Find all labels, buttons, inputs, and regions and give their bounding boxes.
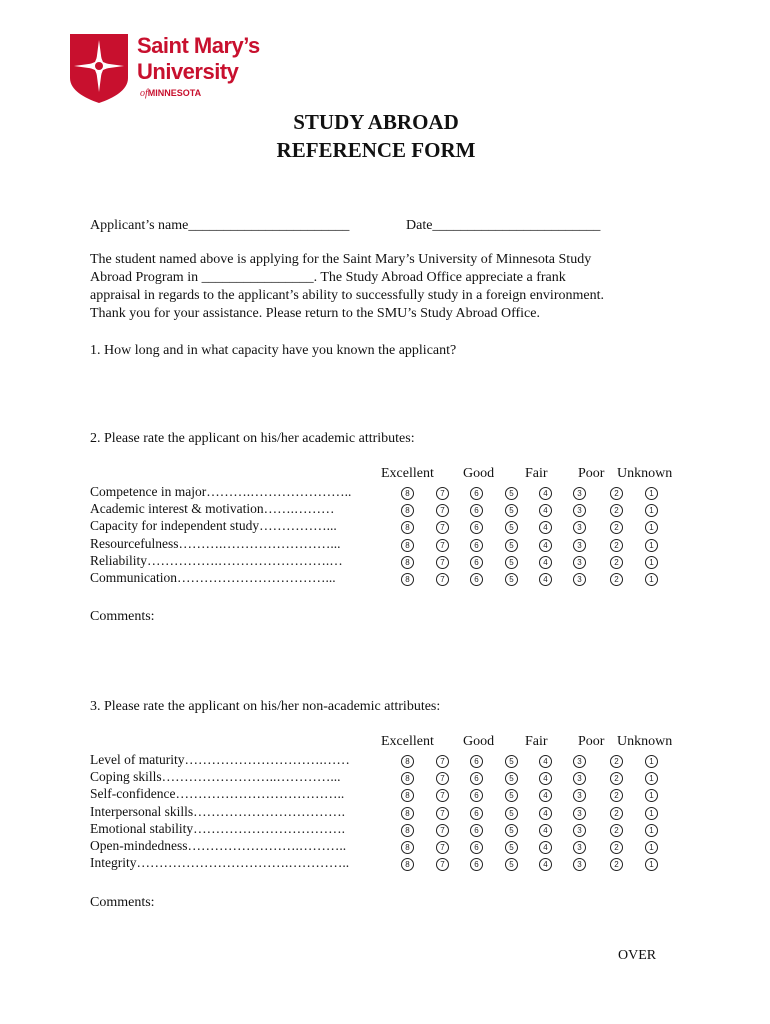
- rating-option-7[interactable]: 7: [436, 807, 449, 820]
- rating-option-2[interactable]: 2: [610, 521, 623, 534]
- rating-option-7[interactable]: 7: [436, 858, 449, 871]
- date-field[interactable]: Date________________________: [406, 218, 601, 233]
- rating-option-4[interactable]: 4: [539, 573, 552, 586]
- rating-option-7[interactable]: 7: [436, 824, 449, 837]
- scale-header-good: Good: [463, 734, 495, 749]
- rating-option-7[interactable]: 7: [436, 521, 449, 534]
- rating-option-3[interactable]: 3: [573, 755, 586, 768]
- applicant-name-field[interactable]: Applicant’s name_______________________: [90, 218, 350, 233]
- rating-option-1[interactable]: 1: [645, 504, 658, 517]
- rating-option-3[interactable]: 3: [573, 539, 586, 552]
- rating-option-5[interactable]: 5: [505, 573, 518, 586]
- rating-option-8[interactable]: 8: [401, 807, 414, 820]
- comments-label: Comments:: [90, 609, 155, 624]
- comments-label: Comments:: [90, 895, 155, 910]
- scale-header-good: Good: [463, 466, 495, 481]
- rating-option-6[interactable]: 6: [470, 556, 483, 569]
- question-3: 3. Please rate the applicant on his/her non-academic attributes:: [90, 699, 441, 714]
- rating-option-5[interactable]: 5: [505, 824, 518, 837]
- rating-option-3[interactable]: 3: [573, 487, 586, 500]
- rating-option-1[interactable]: 1: [645, 487, 658, 500]
- rating-option-5[interactable]: 5: [505, 858, 518, 871]
- intro-line: Abroad Program in ________________. The Study Abroad Office appreciate a frank: [90, 270, 566, 285]
- rating-option-3[interactable]: 3: [573, 504, 586, 517]
- rating-option-5[interactable]: 5: [505, 789, 518, 802]
- rating-option-6[interactable]: 6: [470, 858, 483, 871]
- rating-option-2[interactable]: 2: [610, 539, 623, 552]
- rating-option-8[interactable]: 8: [401, 504, 414, 517]
- rating-option-1[interactable]: 1: [645, 807, 658, 820]
- rating-option-6[interactable]: 6: [470, 539, 483, 552]
- rating-row-label: Capacity for independent study……………...: [90, 518, 337, 534]
- rating-option-2[interactable]: 2: [610, 755, 623, 768]
- scale-header-unknown: Unknown: [617, 466, 673, 481]
- rating-option-1[interactable]: 1: [645, 556, 658, 569]
- rating-option-6[interactable]: 6: [470, 772, 483, 785]
- form-title-line-1: STUDY ABROAD: [293, 110, 459, 134]
- rating-option-7[interactable]: 7: [436, 789, 449, 802]
- rating-option-2[interactable]: 2: [610, 487, 623, 500]
- logo-line-1: Saint Mary’s: [137, 33, 260, 58]
- rating-option-2[interactable]: 2: [610, 841, 623, 854]
- rating-option-5[interactable]: 5: [505, 487, 518, 500]
- rating-option-1[interactable]: 1: [645, 858, 658, 871]
- rating-option-6[interactable]: 6: [470, 841, 483, 854]
- rating-option-3[interactable]: 3: [573, 858, 586, 871]
- rating-option-6[interactable]: 6: [470, 807, 483, 820]
- rating-option-5[interactable]: 5: [505, 539, 518, 552]
- over-label: OVER: [618, 948, 657, 963]
- rating-row-label: Resourcefulness……….……………………...: [90, 535, 341, 551]
- question-2: 2. Please rate the applicant on his/her academic attributes:: [90, 431, 415, 446]
- rating-option-3[interactable]: 3: [573, 573, 586, 586]
- rating-option-3[interactable]: 3: [573, 841, 586, 854]
- scale-header-fair: Fair: [525, 466, 548, 481]
- rating-row-label: Emotional stability…………………………….: [90, 820, 345, 836]
- rating-option-1[interactable]: 1: [645, 521, 658, 534]
- rating-option-6[interactable]: 6: [470, 521, 483, 534]
- rating-option-7[interactable]: 7: [436, 573, 449, 586]
- rating-option-2[interactable]: 2: [610, 789, 623, 802]
- logo-line-3: ofMINNESOTA: [140, 88, 202, 99]
- scale-header-fair: Fair: [525, 734, 548, 749]
- rating-option-8[interactable]: 8: [401, 858, 414, 871]
- rating-option-1[interactable]: 1: [645, 539, 658, 552]
- rating-option-4[interactable]: 4: [539, 504, 552, 517]
- rating-option-5[interactable]: 5: [505, 772, 518, 785]
- scale-header-poor: Poor: [578, 466, 605, 481]
- rating-option-1[interactable]: 1: [645, 755, 658, 768]
- rating-option-7[interactable]: 7: [436, 539, 449, 552]
- rating-option-6[interactable]: 6: [470, 504, 483, 517]
- rating-option-4[interactable]: 4: [539, 521, 552, 534]
- rating-option-1[interactable]: 1: [645, 824, 658, 837]
- rating-option-6[interactable]: 6: [470, 789, 483, 802]
- rating-option-3[interactable]: 3: [573, 556, 586, 569]
- rating-option-5[interactable]: 5: [505, 521, 518, 534]
- rating-row-label: Coping skills……………………..…………...: [90, 769, 341, 785]
- rating-option-7[interactable]: 7: [436, 841, 449, 854]
- rating-option-4[interactable]: 4: [539, 755, 552, 768]
- rating-row-label: Open-mindedness…………………….………..: [90, 838, 347, 853]
- rating-row-label: Interpersonal skills…………………………….: [90, 803, 345, 819]
- rating-option-4[interactable]: 4: [539, 556, 552, 569]
- rating-option-6[interactable]: 6: [470, 573, 483, 586]
- rating-option-2[interactable]: 2: [610, 772, 623, 785]
- rating-option-8[interactable]: 8: [401, 487, 414, 500]
- rating-option-4[interactable]: 4: [539, 841, 552, 854]
- rating-option-8[interactable]: 8: [401, 755, 414, 768]
- rating-option-2[interactable]: 2: [610, 556, 623, 569]
- rating-option-5[interactable]: 5: [505, 841, 518, 854]
- logo-line-2: University: [137, 59, 239, 84]
- rating-row-label: Self-confidence………………………………..: [90, 786, 345, 802]
- rating-option-1[interactable]: 1: [645, 772, 658, 785]
- scale-header-poor: Poor: [578, 734, 605, 749]
- rating-option-8[interactable]: 8: [401, 521, 414, 534]
- form-title-line-2: REFERENCE FORM: [276, 138, 476, 162]
- rating-option-2[interactable]: 2: [610, 504, 623, 517]
- scale-header-excellent: Excellent: [381, 466, 434, 481]
- rating-option-8[interactable]: 8: [401, 539, 414, 552]
- rating-option-3[interactable]: 3: [573, 789, 586, 802]
- rating-option-4[interactable]: 4: [539, 789, 552, 802]
- rating-option-4[interactable]: 4: [539, 807, 552, 820]
- rating-option-7[interactable]: 7: [436, 487, 449, 500]
- rating-row-label: Integrity…………………………….…………..: [90, 855, 350, 871]
- rating-option-6[interactable]: 6: [470, 755, 483, 768]
- rating-option-2[interactable]: 2: [610, 573, 623, 586]
- intro-line: Thank you for your assistance. Please return to the SMU’s Study Abroad Office.: [90, 306, 540, 321]
- rating-option-8[interactable]: 8: [401, 824, 414, 837]
- rating-option-3[interactable]: 3: [573, 521, 586, 534]
- rating-option-8[interactable]: 8: [401, 789, 414, 802]
- rating-row-label: Competence in major……….…………………..: [90, 484, 352, 499]
- star-shield-icon: [68, 32, 130, 104]
- rating-row-label: Communication……………………………...: [90, 570, 336, 585]
- question-1: 1. How long and in what capacity have you known the applicant?: [90, 343, 457, 358]
- rating-row-label: Reliability…………….…………………….…: [90, 552, 343, 568]
- rating-option-1[interactable]: 1: [645, 573, 658, 586]
- intro-line: appraisal in regards to the applicant’s ability to successfully study in a foreign environment.: [90, 288, 604, 303]
- rating-option-6[interactable]: 6: [470, 487, 483, 500]
- rating-option-5[interactable]: 5: [505, 556, 518, 569]
- rating-option-4[interactable]: 4: [539, 772, 552, 785]
- rating-option-4[interactable]: 4: [539, 824, 552, 837]
- rating-option-2[interactable]: 2: [610, 858, 623, 871]
- rating-option-7[interactable]: 7: [436, 755, 449, 768]
- rating-option-2[interactable]: 2: [610, 824, 623, 837]
- rating-option-1[interactable]: 1: [645, 841, 658, 854]
- rating-row-label: Academic interest & motivation…….………: [90, 501, 335, 517]
- rating-option-8[interactable]: 8: [401, 772, 414, 785]
- rating-row-label: Level of maturity………………………….……: [90, 752, 350, 767]
- intro-line: The student named above is applying for the Saint Mary’s University of Minnesota Study: [90, 252, 592, 267]
- rating-option-3[interactable]: 3: [573, 807, 586, 820]
- scale-header-excellent: Excellent: [381, 734, 434, 749]
- rating-option-5[interactable]: 5: [505, 807, 518, 820]
- rating-option-8[interactable]: 8: [401, 841, 414, 854]
- rating-option-1[interactable]: 1: [645, 789, 658, 802]
- rating-option-4[interactable]: 4: [539, 539, 552, 552]
- rating-option-4[interactable]: 4: [539, 487, 552, 500]
- rating-option-7[interactable]: 7: [436, 504, 449, 517]
- rating-option-5[interactable]: 5: [505, 504, 518, 517]
- rating-option-8[interactable]: 8: [401, 556, 414, 569]
- scale-header-unknown: Unknown: [617, 734, 673, 749]
- rating-option-7[interactable]: 7: [436, 772, 449, 785]
- rating-option-8[interactable]: 8: [401, 573, 414, 586]
- rating-option-7[interactable]: 7: [436, 556, 449, 569]
- rating-option-5[interactable]: 5: [505, 755, 518, 768]
- rating-option-3[interactable]: 3: [573, 824, 586, 837]
- rating-option-3[interactable]: 3: [573, 772, 586, 785]
- rating-option-2[interactable]: 2: [610, 807, 623, 820]
- rating-option-4[interactable]: 4: [539, 858, 552, 871]
- rating-option-6[interactable]: 6: [470, 824, 483, 837]
